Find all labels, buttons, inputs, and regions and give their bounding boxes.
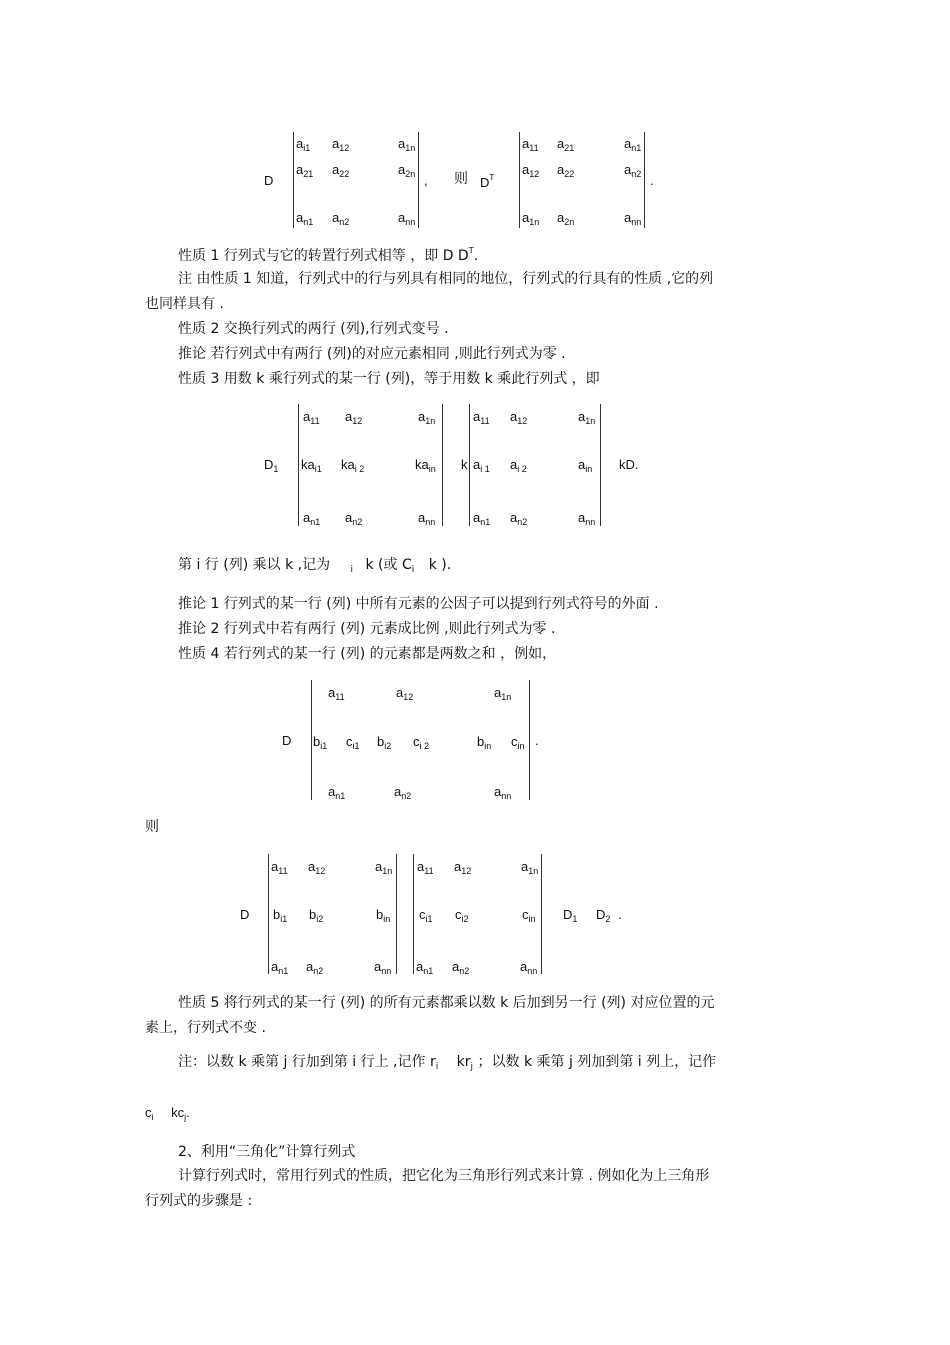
rhs-kd: kD. xyxy=(619,457,639,472)
matrix-entry: $c_{i 2}$ xyxy=(413,734,430,751)
matrix-lhs-label: D xyxy=(264,173,274,188)
matrix-entry: $b_{in}$ xyxy=(477,734,492,751)
matrix-entry: $a_{12}$ xyxy=(308,859,326,876)
matrix-entry: $a_{21}$ xyxy=(296,162,314,179)
det-bar-right xyxy=(418,132,419,228)
det-bar-right xyxy=(529,680,530,800)
matrix-entry: $a_{n1}$ xyxy=(303,510,321,527)
matrix-entry: $a_{nn}$ xyxy=(398,210,416,227)
matrix-entry: $a_{nn}$ xyxy=(494,784,512,801)
section-heading: 2、利用“三角化”计算行列式 xyxy=(178,1144,356,1160)
matrix-entry: $a_{nn}$ xyxy=(418,510,436,527)
matrix-entry: $a_{n2}$ xyxy=(332,210,350,227)
d1-label: $D_1$ xyxy=(563,907,578,924)
det-bar-left xyxy=(311,680,312,800)
matrix-entry: $a_{22}$ xyxy=(332,162,350,179)
note-1-line1: 注 由性质 1 知道，行列式中的行与列具有相同的地位，行列式的行具有的性质 ,它的列 xyxy=(178,271,714,287)
matrix-entry: $a_{1n}$ xyxy=(418,409,436,426)
matrix-entry: $a_{1n}$ xyxy=(494,685,512,702)
matrix-entry: $a_{n2}$ xyxy=(624,162,642,179)
matrix-entry: $a_{n2}$ xyxy=(510,510,528,527)
then-label: 则 xyxy=(454,171,468,187)
property-4: 性质 4 若行列式的某一行 (列) 的元素都是两数之和 ，例如， xyxy=(178,646,557,662)
matrix-entry: $a_{22}$ xyxy=(557,162,575,179)
matrix-entry: $a_{1n}$ xyxy=(375,859,393,876)
det-bar-left xyxy=(293,132,294,228)
det-bar-left xyxy=(268,854,269,974)
property-1: 性质 1 行列式与它的转置行列式相等 ，即 D $D^T$. xyxy=(178,246,479,264)
property-5-line2: 素上，行列式不变 . xyxy=(145,1020,266,1036)
det-bar-right xyxy=(644,132,645,228)
matrix-entry: $a_{12}$ xyxy=(454,859,472,876)
matrix-entry: $c_{i1}$ xyxy=(346,734,360,751)
det-bar-left xyxy=(298,404,299,526)
matrix-entry: $a_{n1}$ xyxy=(296,210,314,227)
matrix-entry: $ka_{i1}$ xyxy=(301,457,322,474)
property-3: 性质 3 用数 k 乘行列式的某一行 (列)，等于用数 k 乘此行列式 ，即 xyxy=(178,371,600,387)
matrix-entry: $a_{11}$ xyxy=(473,409,490,426)
det-bar-left xyxy=(469,404,470,526)
property-2: 性质 2 交换行列式的两行 (列),行列式变号 . xyxy=(178,321,449,337)
then-label: 则 xyxy=(145,819,159,835)
section-paragraph-line2: 行列式的步骤是 : xyxy=(145,1193,253,1209)
matrix-entry: $a_{n2}$ xyxy=(345,510,363,527)
det-bar-right xyxy=(442,404,443,526)
matrix-entry: $a_{12}$ xyxy=(522,162,540,179)
period: . xyxy=(618,907,622,922)
matrix-entry: $c_{i1}$ xyxy=(419,907,433,924)
corollary: 推论 若行列式中有两行 (列)的对应元素相同 ,则此行列式为零 . xyxy=(178,346,566,362)
det-bar-right xyxy=(600,404,601,526)
matrix-entry: $a_{11}$ xyxy=(303,409,320,426)
matrix-entry: $a_{11}$ xyxy=(328,685,345,702)
matrix-entry: $c_{in}$ xyxy=(511,734,525,751)
matrix-entry: $a_{nn}$ xyxy=(520,959,538,976)
matrix-entry: $a_{n1}$ xyxy=(271,959,289,976)
matrix-entry: $a_{n2}$ xyxy=(306,959,324,976)
matrix-entry: $b_{in}$ xyxy=(376,907,391,924)
matrix-lhs-label: D xyxy=(282,733,292,748)
section-paragraph-line1: 计算行列式时，常用行列式的性质，把它化为三角形行列式来计算 . 例如化为上三角形 xyxy=(178,1168,710,1184)
matrix-entry: $a_{n1}$ xyxy=(473,510,491,527)
matrix-entry: $a_{2n}$ xyxy=(398,162,416,179)
matrix-entry: $c_{in}$ xyxy=(522,907,536,924)
matrix-entry: $a_{n2}$ xyxy=(452,959,470,976)
matrix-entry: $b_{i2}$ xyxy=(377,734,392,751)
matrix-entry: $ka_{in}$ xyxy=(415,457,436,474)
matrix-entry: $a_{i1}$ xyxy=(296,136,311,153)
matrix-entry: $a_{11}$ xyxy=(522,136,539,153)
corollary-2: 推论 2 行列式中若有两行 (列) 元素成比例 ,则此行列式为零 . xyxy=(178,621,556,637)
matrix-entry: $a_{n2}$ xyxy=(394,784,412,801)
det-bar-right xyxy=(396,854,397,974)
matrix-entry: $ka_{i 2}$ xyxy=(341,457,365,474)
matrix-entry: $a_{12}$ xyxy=(332,136,350,153)
matrix-entry: $a_{i 2}$ xyxy=(510,457,527,474)
matrix-entry: $a_{1n}$ xyxy=(521,859,539,876)
det-bar-left xyxy=(519,132,520,228)
period: . xyxy=(650,173,654,188)
matrix-entry: $a_{12}$ xyxy=(510,409,528,426)
scalar-k: k xyxy=(461,457,468,472)
matrix-entry: $a_{nn}$ xyxy=(624,210,642,227)
matrix-entry: $a_{in}$ xyxy=(578,457,593,474)
matrix-entry: $a_{n1}$ xyxy=(328,784,346,801)
matrix-lhs-label: D xyxy=(240,907,250,922)
transpose-label: $D^T$ xyxy=(480,173,495,190)
matrix-entry: $c_{i2}$ xyxy=(455,907,469,924)
matrix-entry: $a_{nn}$ xyxy=(578,510,596,527)
note-1-line2: 也同样具有 . xyxy=(145,296,224,312)
note-2-formula: $c_i$ $kc_j$. xyxy=(145,1105,190,1122)
det-bar-left xyxy=(413,854,414,974)
matrix-entry: $a_{1n}$ xyxy=(578,409,596,426)
matrix-entry: $b_{i1}$ xyxy=(313,734,328,751)
matrix-entry: $a_{1n}$ xyxy=(522,210,540,227)
property-5-line1: 性质 5 将行列式的某一行 (列) 的所有元素都乘以数 k 后加到另一行 (列) 对应位置的元 xyxy=(178,995,715,1011)
matrix-entry: $a_{11}$ xyxy=(417,859,434,876)
matrix-lhs-label: $D_1$ xyxy=(264,457,279,474)
det-bar-right xyxy=(541,854,542,974)
matrix-entry: $a_{n1}$ xyxy=(416,959,434,976)
matrix-entry: $b_{i2}$ xyxy=(309,907,324,924)
matrix-entry: $a_{11}$ xyxy=(271,859,288,876)
note-2: 注：以数 k 乘第 j 行加到第 i 行上 ,记作 $r_i$ $kr_j$ ；以数 k 乘第 j 列加到第 i 列上，记作 xyxy=(178,1054,717,1072)
matrix-entry: $a_{i 1}$ xyxy=(473,457,490,474)
period: . xyxy=(535,733,539,748)
matrix-entry: $b_{i1}$ xyxy=(273,907,288,924)
comma: , xyxy=(424,173,428,188)
matrix-entry: $a_{21}$ xyxy=(557,136,575,153)
matrix-entry: $a_{n1}$ xyxy=(624,136,642,153)
d2-label: $D_2$ xyxy=(596,907,611,924)
matrix-entry: $a_{12}$ xyxy=(345,409,363,426)
matrix-entry: $a_{nn}$ xyxy=(374,959,392,976)
matrix-entry: $a_{12}$ xyxy=(396,685,414,702)
row-multiply-note: 第 i 行 (列) 乘以 k ,记为 $_i$ k (或 $C_i$ k ). xyxy=(178,557,452,575)
matrix-entry: $a_{2n}$ xyxy=(557,210,575,227)
corollary-1: 推论 1 行列式的某一行 (列) 中所有元素的公因子可以提到行列式符号的外面 . xyxy=(178,596,659,612)
matrix-entry: $a_{1n}$ xyxy=(398,136,416,153)
